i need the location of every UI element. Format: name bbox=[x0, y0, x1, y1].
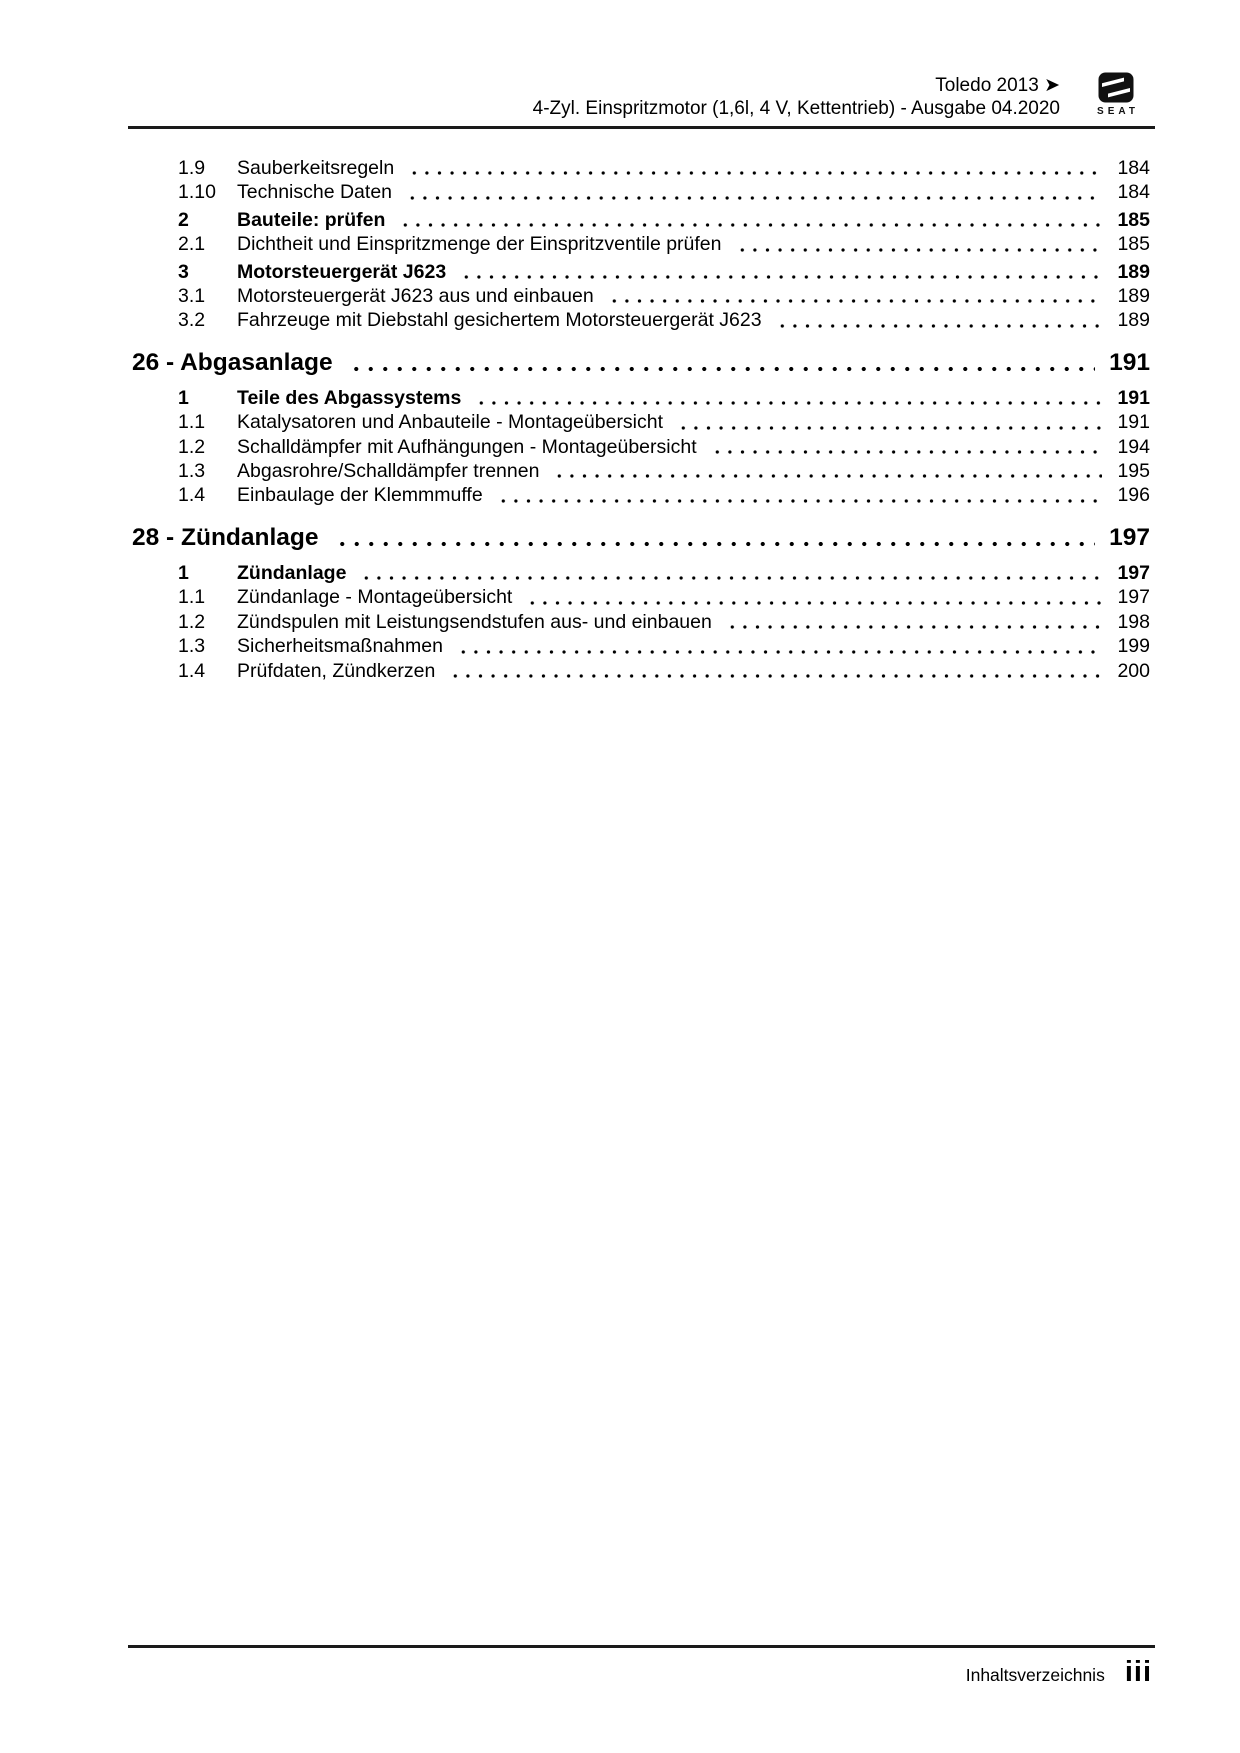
header-rule bbox=[128, 126, 1155, 129]
dot-leader bbox=[553, 473, 1102, 479]
toc-entry bbox=[128, 585, 1150, 609]
toc-entry-page: 191 bbox=[1109, 348, 1150, 376]
toc-entry bbox=[128, 284, 1150, 308]
toc-entry-number: 1.3 bbox=[178, 460, 206, 483]
dot-leader bbox=[776, 323, 1102, 329]
toc-entry-title: Motorsteuergerät J623 bbox=[237, 260, 447, 283]
dot-leader bbox=[475, 400, 1102, 406]
toc-entry-number: 1.9 bbox=[178, 157, 206, 179]
toc-entry-number: 1.3 bbox=[178, 635, 206, 658]
toc-entry-page: 195 bbox=[1117, 460, 1150, 483]
toc-entry-number: 1.10 bbox=[178, 181, 216, 204]
toc-entry-title: Teile des Abgassystems bbox=[237, 386, 462, 409]
toc-entry bbox=[128, 435, 1150, 459]
toc-entry-number: 1.4 bbox=[178, 659, 206, 682]
toc-entry-title: Bauteile: prüfen bbox=[237, 208, 386, 231]
footer-page-number: iii bbox=[1124, 1656, 1152, 1688]
dot-leader bbox=[526, 600, 1102, 606]
toc-entry-number: 1.1 bbox=[178, 586, 206, 609]
toc-entry-title: Sauberkeitsregeln bbox=[237, 157, 395, 179]
toc-entry-title: Technische Daten bbox=[237, 181, 393, 204]
toc-entry-page: 198 bbox=[1117, 610, 1150, 633]
toc-entry-page: 200 bbox=[1117, 659, 1150, 682]
page-header bbox=[533, 74, 1060, 120]
toc-entry-title: Motorsteuergerät J623 aus und einbauen bbox=[237, 285, 594, 308]
page-footer bbox=[966, 1656, 1152, 1689]
toc-entry-page: 189 bbox=[1117, 260, 1150, 283]
toc-entry-page: 199 bbox=[1117, 635, 1150, 658]
toc-entry-page: 197 bbox=[1117, 561, 1150, 584]
dot-leader bbox=[449, 673, 1102, 679]
toc-entry bbox=[128, 308, 1150, 332]
header-subtitle: 4-Zyl. Einspritzmotor (1,6l, 4 V, Kettentrieb) - Ausgabe 04.2020 bbox=[532, 98, 1060, 119]
toc-entry-number: 2.1 bbox=[178, 233, 206, 256]
dot-leader bbox=[608, 298, 1102, 304]
toc-entry-title: Prüfdaten, Zündkerzen bbox=[237, 659, 436, 682]
toc-entry bbox=[128, 156, 1150, 180]
dot-leader bbox=[726, 624, 1102, 630]
toc-entry-title: Katalysatoren und Anbauteile - Montageübersicht bbox=[237, 411, 664, 434]
toc-entry-number: 1.2 bbox=[178, 610, 206, 633]
toc-entry-number: 2 bbox=[178, 208, 189, 231]
dot-leader bbox=[457, 649, 1102, 655]
toc-entry-number: 1.1 bbox=[178, 411, 206, 434]
toc-entry-title: Zündanlage - Montageübersicht bbox=[237, 586, 513, 609]
toc-entry-title: Schalldämpfer mit Aufhängungen - Montageübersicht bbox=[237, 435, 697, 458]
toc-entry-title: Fahrzeuge mit Diebstahl gesichertem Motorsteuergerät J623 bbox=[237, 309, 762, 332]
toc-entry-page: 197 bbox=[1117, 586, 1150, 609]
toc-entry-page: 196 bbox=[1117, 484, 1150, 507]
toc-entry-number: 3 bbox=[178, 260, 189, 283]
toc-entry-page: 185 bbox=[1117, 233, 1150, 256]
toc-entry-title: Sicherheitsmaßnahmen bbox=[237, 635, 443, 658]
toc-entry-page: 185 bbox=[1117, 208, 1150, 231]
toc-entry bbox=[128, 348, 1150, 378]
toc-entry bbox=[128, 610, 1150, 634]
toc-entry-page: 191 bbox=[1117, 386, 1150, 409]
toc-entry-title: Abgasrohre/Schalldämpfer trennen bbox=[237, 460, 540, 483]
toc-entry-page: 184 bbox=[1117, 181, 1150, 204]
toc-entry bbox=[128, 208, 1150, 232]
dot-leader bbox=[406, 195, 1102, 201]
toc-entry bbox=[128, 180, 1150, 204]
dot-leader bbox=[360, 575, 1102, 581]
toc-entry bbox=[128, 523, 1150, 553]
table-of-contents bbox=[128, 156, 1150, 683]
toc-entry-number: 1.4 bbox=[178, 484, 206, 507]
toc-entry-number: 1 bbox=[178, 561, 189, 584]
toc-entry bbox=[128, 386, 1150, 410]
header-model-line: Toledo 2013 ➤ bbox=[935, 75, 1060, 96]
toc-entry bbox=[128, 659, 1150, 683]
toc-entry-title: Dichtheit und Einspritzmenge der Einspritzventile prüfen bbox=[237, 233, 722, 256]
dot-leader bbox=[677, 425, 1102, 431]
toc-entry-title: Einbaulage der Klemmmuffe bbox=[237, 484, 483, 507]
dot-leader bbox=[399, 222, 1102, 228]
toc-entry bbox=[128, 483, 1150, 507]
dot-leader bbox=[349, 365, 1096, 373]
toc-entry-title: 28 - Zündanlage bbox=[132, 523, 319, 551]
dot-leader bbox=[335, 540, 1096, 548]
toc-entry-title: Zündanlage bbox=[237, 561, 347, 584]
seat-logo bbox=[1086, 72, 1146, 117]
dot-leader bbox=[497, 498, 1102, 504]
toc-entry-page: 194 bbox=[1117, 435, 1150, 458]
toc-entry bbox=[128, 410, 1150, 434]
toc-entry-page: 197 bbox=[1109, 523, 1150, 551]
toc-entry-number: 3.1 bbox=[178, 285, 206, 308]
footer-rule bbox=[128, 1645, 1155, 1648]
toc-entry-title: Zündspulen mit Leistungsendstufen aus- und einbauen bbox=[237, 610, 712, 633]
toc-entry-number: 1 bbox=[178, 386, 189, 409]
dot-leader bbox=[460, 274, 1102, 280]
dot-leader bbox=[711, 449, 1102, 455]
toc-entry-number: 3.2 bbox=[178, 309, 206, 332]
toc-entry-number: 1.2 bbox=[178, 435, 206, 458]
toc-entry bbox=[128, 459, 1150, 483]
seat-wordmark: SEAT bbox=[1097, 106, 1139, 117]
toc-entry bbox=[128, 561, 1150, 585]
toc-entry-page: 189 bbox=[1117, 285, 1150, 308]
dot-leader bbox=[736, 247, 1102, 253]
toc-entry-page: 189 bbox=[1117, 309, 1150, 332]
toc-entry bbox=[128, 232, 1150, 256]
toc-entry-page: 191 bbox=[1117, 411, 1150, 434]
toc-entry-title: 26 - Abgasanlage bbox=[132, 348, 333, 376]
footer-label: Inhaltsverzeichnis bbox=[965, 1665, 1105, 1685]
toc-entry-page: 184 bbox=[1117, 157, 1150, 179]
toc-entry bbox=[128, 634, 1150, 658]
dot-leader bbox=[408, 170, 1102, 176]
seat-s-icon bbox=[1098, 72, 1134, 103]
toc-entry bbox=[128, 260, 1150, 284]
